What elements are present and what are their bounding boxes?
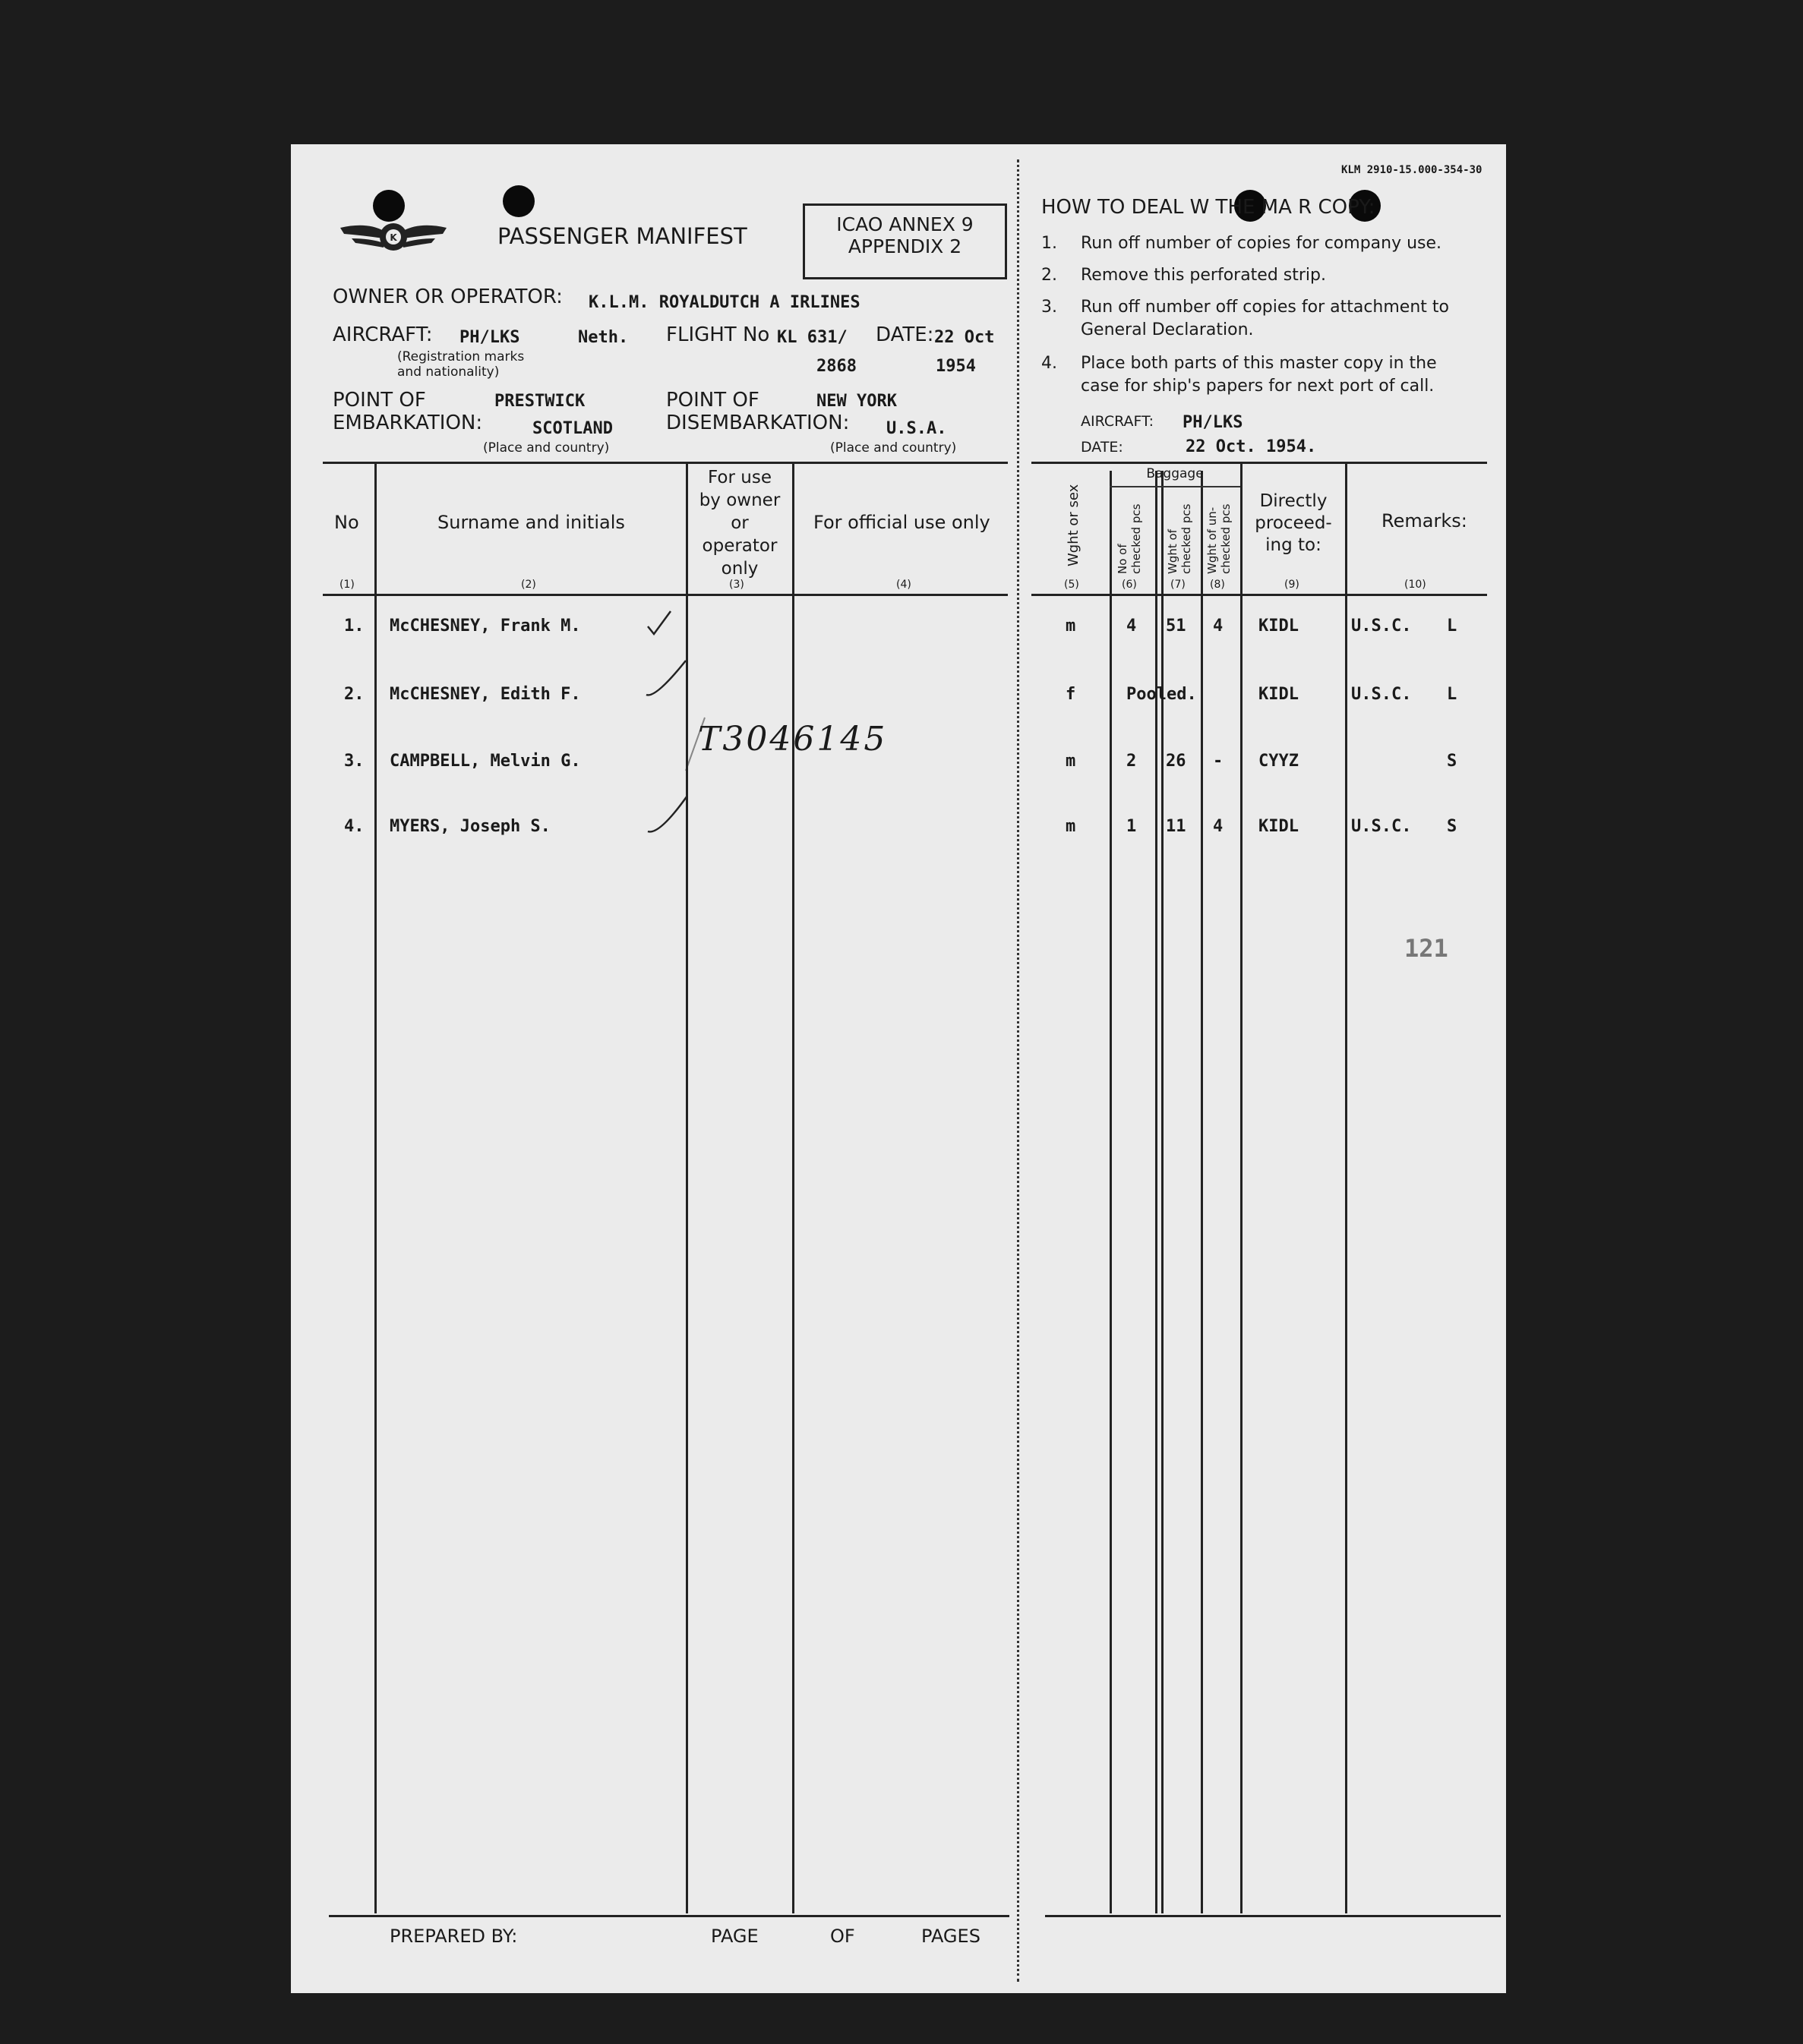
aircraft-value: PH/LKS (459, 328, 520, 347)
owner-value: K.L.M. ROYALDUTCH A IRLINES (589, 293, 860, 312)
col-header-remarks: Remarks: (1381, 510, 1467, 532)
col-num-2: (2) (521, 579, 536, 591)
instruction-3-line2: General Declaration. (1081, 320, 1254, 339)
row-1-unchecked: 4 (1213, 617, 1224, 636)
col-num-7: (7) (1170, 579, 1186, 591)
row-2-pooled: Pooled. (1126, 685, 1197, 704)
instruction-4-line1: Place both parts of this master copy in the (1081, 354, 1437, 373)
owner-use-line-4: operator (702, 536, 778, 556)
row-3-no: 3. (344, 752, 365, 771)
disembark-hint: (Place and country) (830, 440, 957, 456)
embark-value-1: PRESTWICK (494, 392, 586, 411)
prepared-by-label: PREPARED BY: (390, 1926, 518, 1947)
row-4-dest: KIDL (1258, 817, 1299, 836)
row-2-no: 2. (344, 685, 365, 704)
row-1-no: 1. (344, 617, 365, 636)
stamp-number: 121 (1404, 934, 1448, 963)
instruction-3-num: 3. (1041, 298, 1057, 317)
icao-annex: ICAO ANNEX 9 (836, 213, 974, 235)
row-2-dest: KIDL (1258, 685, 1299, 704)
table-header-rule-right (1031, 594, 1487, 596)
col-header-checked-weight: Wght of checked pcs (1166, 503, 1193, 574)
row-2-remark: U.S.C. (1351, 685, 1412, 704)
row-1-remark: U.S.C. (1351, 617, 1412, 636)
col-header-checked-pcs: No of checked pcs (1116, 503, 1143, 574)
footer-rule-left (329, 1915, 1009, 1917)
owner-use-line-3: or (731, 513, 749, 533)
disembark-label-1: POINT OF (666, 389, 759, 412)
row-4-name: MYERS, Joseph S. (390, 817, 551, 836)
icao-box (803, 203, 1007, 279)
row-4-unchecked: 4 (1213, 817, 1224, 836)
date-value-1: 22 Oct (934, 328, 995, 347)
row-4-class: S (1447, 817, 1457, 836)
perforation-line (1017, 159, 1019, 1982)
embark-label-2: EMBARKATION: (333, 412, 483, 434)
right-aircraft-label: AIRCRAFT: (1081, 413, 1154, 430)
row-3-dest: CYYZ (1258, 752, 1299, 771)
flight-value-2: 2868 (816, 357, 857, 376)
form-code: KLM 2910-15.000-354-30 (1341, 164, 1483, 176)
instruction-3-line1: Run off number off copies for attachment to (1081, 298, 1449, 317)
col-num-4: (4) (896, 579, 911, 591)
row-2-class: L (1447, 685, 1457, 704)
col-header-destination (1242, 490, 1345, 557)
row-3-pcs: 2 (1126, 752, 1137, 771)
row-3-unchecked: - (1213, 752, 1224, 771)
right-date-value: 22 Oct. 1954. (1186, 437, 1317, 456)
table-top-rule-right (1031, 462, 1487, 464)
row-4-no: 4. (344, 817, 365, 836)
baggage-rule (1110, 486, 1240, 487)
col-num-5: (5) (1064, 579, 1079, 591)
pages-label: PAGES (921, 1926, 980, 1947)
instruction-2-text: Remove this perforated strip. (1081, 266, 1327, 285)
flight-label: FLIGHT No (666, 323, 770, 346)
punch-hole-2 (503, 185, 535, 217)
row-1-sex: m (1066, 617, 1076, 636)
row-3-class: S (1447, 752, 1457, 771)
owner-use-line-5: only (721, 559, 759, 579)
embark-hint: (Place and country) (483, 440, 610, 456)
aircraft-hint-1: (Registration marks (397, 349, 525, 364)
row-4-pcs: 1 (1126, 817, 1137, 836)
col-divider-8 (1240, 463, 1243, 1913)
row-4-wght: 11 (1166, 817, 1186, 836)
instruction-2-num: 2. (1041, 266, 1057, 285)
page-title: PASSENGER MANIFEST (497, 223, 747, 249)
disembark-label-2: DISEMBARKATION: (666, 412, 850, 434)
embark-label-1: POINT OF (333, 389, 426, 412)
col-num-1: (1) (339, 579, 355, 591)
row-1-wght: 51 (1166, 617, 1186, 636)
row-1-dest: KIDL (1258, 617, 1299, 636)
owner-label: OWNER OR OPERATOR: (333, 285, 563, 308)
page-label: PAGE (711, 1926, 759, 1947)
flight-value-1: KL 631/ (777, 328, 848, 347)
of-label: OF (830, 1926, 855, 1947)
table-header-rule-left (323, 594, 1008, 596)
col-divider-3 (792, 463, 794, 1913)
col-header-official: For official use only (813, 512, 990, 533)
col-divider-9 (1345, 463, 1347, 1913)
col-header-weight-sex: Wght or sex (1066, 484, 1081, 566)
col-num-3: (3) (729, 579, 744, 591)
col-header-unchecked-weight: Wght of un-checked pcs (1205, 503, 1233, 574)
row-1-class: L (1447, 617, 1457, 636)
right-date-label: DATE: (1081, 439, 1123, 456)
klm-logo-icon (336, 213, 450, 258)
manifest-sheet (291, 144, 1506, 1993)
row-2-name: McCHESNEY, Edith F. (390, 685, 581, 704)
date-label: DATE: (876, 323, 934, 346)
row-3-sex: m (1066, 752, 1076, 771)
col-divider-7 (1201, 471, 1203, 1913)
right-aircraft-value: PH/LKS (1183, 413, 1243, 432)
col-header-baggage: Baggage (1146, 466, 1204, 481)
row-4-sex: m (1066, 817, 1076, 836)
owner-use-line-2: by owner (699, 490, 781, 510)
icao-appendix: APPENDIX 2 (848, 235, 962, 257)
col-divider-5 (1110, 471, 1112, 1913)
aircraft-hint-2: and nationality) (397, 364, 500, 380)
row-4-remark: U.S.C. (1351, 817, 1412, 836)
footer-rule-right (1045, 1915, 1501, 1917)
col-header-surname: Surname and initials (437, 512, 625, 533)
row-3-name: CAMPBELL, Melvin G. (390, 752, 581, 771)
destination-line-3: ing to: (1265, 535, 1321, 555)
row-1-pcs: 4 (1126, 617, 1137, 636)
table-top-rule-left (323, 462, 1008, 464)
aircraft-label: AIRCRAFT: (333, 323, 433, 346)
instruction-4-num: 4. (1041, 354, 1057, 373)
row-1-name: McCHESNEY, Frank M. (390, 617, 581, 636)
handwritten-number: T3046145 (698, 720, 888, 759)
instruction-4-line2: case for ship's papers for next port of call. (1081, 377, 1435, 396)
col-header-owner-use (687, 466, 792, 580)
col-header-no: No (334, 512, 359, 533)
col-divider-1 (374, 463, 377, 1913)
row-3-wght: 26 (1166, 752, 1186, 771)
disembark-value-1: NEW YORK (816, 392, 897, 411)
owner-use-line-1: For use (708, 468, 772, 487)
col-num-8: (8) (1210, 579, 1225, 591)
destination-line-1: Directly (1259, 491, 1328, 511)
instruction-1-text: Run off number of copies for company use. (1081, 234, 1442, 253)
disembark-value-2: U.S.A. (886, 419, 947, 438)
row-2-sex: f (1066, 685, 1076, 704)
col-num-10: (10) (1404, 579, 1426, 591)
destination-line-2: proceed- (1255, 513, 1332, 533)
col-num-6: (6) (1122, 579, 1137, 591)
svg-text:K: K (390, 232, 397, 243)
instructions-heading: HOW TO DEAL W THE MA R COPY: (1041, 196, 1375, 219)
date-value-2: 1954 (936, 357, 976, 376)
col-num-9: (9) (1284, 579, 1299, 591)
nationality-value: Neth. (578, 328, 629, 347)
embark-value-2: SCOTLAND (532, 419, 613, 438)
instruction-1-num: 1. (1041, 234, 1057, 253)
